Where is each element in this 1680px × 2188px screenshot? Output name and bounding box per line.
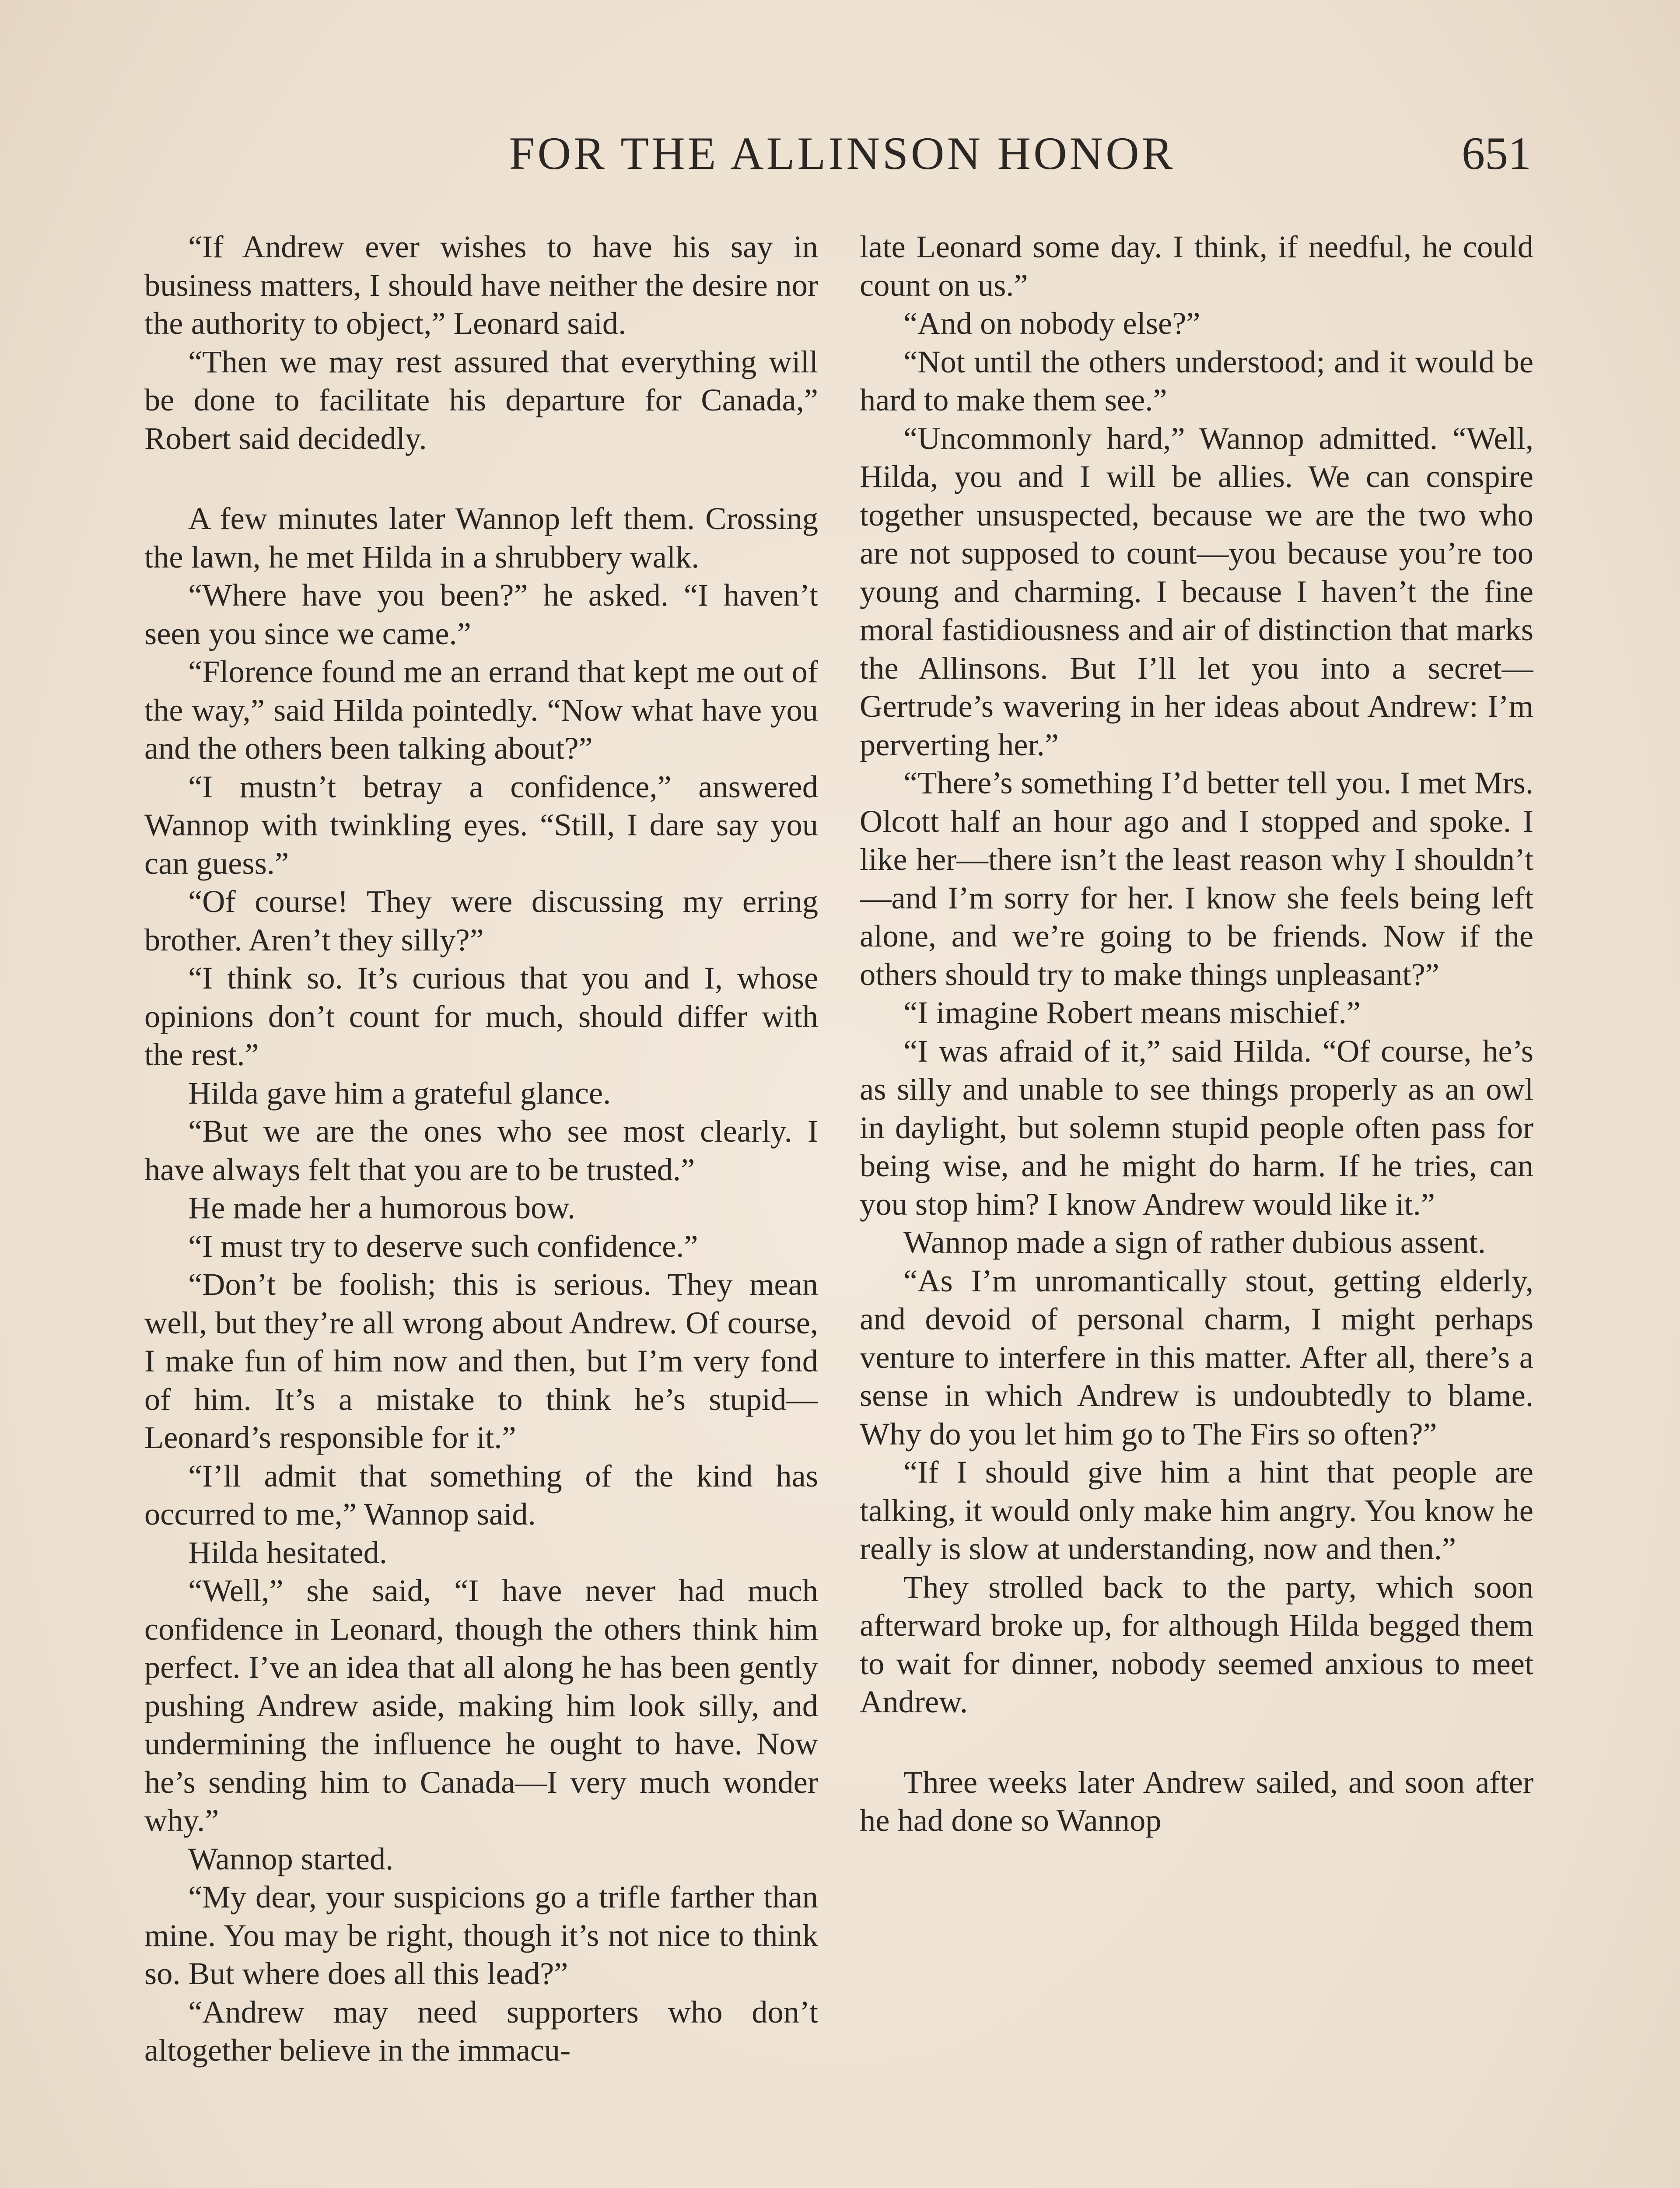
paragraph: “Don’t be foolish; this is serious. They mean well, but they’re all wrong about Andrew. Of course, I make fun of him now and then, but I’m very fond of him. It’s a mistake to think he’s stupid—Leonard’s responsible for it.” (144, 1266, 818, 1455)
page-header (144, 127, 1540, 188)
paragraph: He made her a humorous bow. (188, 1190, 576, 1225)
paragraph: “Andrew may need supporters who don’t altogether believe in the immacu- (144, 1994, 818, 2068)
paragraph: A few minutes later Wannop left them. Crossing the lawn, he met Hilda in a shrubbery walk. (144, 501, 818, 575)
paragraph: Hilda hesitated. (188, 1534, 388, 1570)
paragraph: “I think so. It’s curious that you and I, whose opinions don’t count for much, should differ with the rest.” (144, 960, 818, 1072)
running-title: FOR THE ALLINSON HONOR (509, 128, 1176, 179)
paragraph: “But we are the ones who see most clearly. I have always felt that you are to be trusted.” (144, 1113, 818, 1187)
right-column (860, 228, 1533, 2188)
paragraph: Hilda gave him a grateful glance. (188, 1075, 611, 1111)
paragraph: “Well,” she said, “I have never had much confidence in Leonard, though the others think him perfect. I’ve an idea that all along he has been gently pushing Andrew aside, making him look silly, and undermining the influence he ought to have. Now he’s sending him to Canada—I very much wonder why.” (144, 1573, 818, 1838)
paragraph: “I’ll admit that something of the kind has occurred to me,” Wannop said. (144, 1458, 818, 1532)
page-number: 651 (1462, 128, 1531, 179)
paragraph: “Where have you been?” he asked. “I haven’t seen you since we came.” (144, 577, 818, 651)
paragraph: “Florence found me an errand that kept me out of the way,” said Hilda pointedly. “Now what have you and the others been talking about?” (144, 654, 818, 766)
paragraph: “There’s something I’d better tell you. I met Mrs. Olcott half an hour ago and I stopped and spoke. I like her—there isn’t the least reason why I shouldn’t—and I’m sorry for her. I know she feels being left alone, and we’re going to be friends. Now if the others should try to make things unpleasant?” (860, 765, 1533, 992)
paragraph: “Then we may rest assured that everything will be done to facilitate his departure for Canada,” Robert said decidedly. (144, 344, 818, 456)
paragraph: Three weeks later Andrew sailed, and soon after he had done so Wannop (860, 1764, 1533, 1838)
paragraph: “And on nobody else?” (903, 305, 1200, 341)
paragraph: “If I should give him a hint that people are talking, it would only make him angry. You know he really is slow at understanding, now and then.” (860, 1454, 1533, 1566)
paragraph: Wannop started. (188, 1841, 394, 1876)
paragraph-continued: late Leonard some day. I think, if needful, he could count on us.” (860, 229, 1533, 303)
paragraph: “I must try to deserve such confidence.” (188, 1228, 698, 1264)
paragraph: “I was afraid of it,” said Hilda. “Of course, he’s as silly and unable to see things properly as an owl in daylight, but solemn stupid people often pass for being wise, and he might do harm. If he tries, can you stop him? I know Andrew would like it.” (860, 1033, 1533, 1222)
paragraph: “I imagine Robert means mischief.” (903, 995, 1361, 1030)
left-column (144, 228, 818, 2188)
paragraph: “If Andrew ever wishes to have his say in business matters, I should have neither the desire nor the authority to object,” Leonard said. (144, 229, 818, 341)
paragraph: “As I’m unromantically stout, getting elderly, and devoid of personal charm, I might perhaps venture to interfere in this matter. After all, there’s a sense in which Andrew is undoubtedly to blame. Why do you let him go to The Firs so often?” (860, 1262, 1533, 1452)
paragraph: Wannop made a sign of rather dubious assent. (903, 1224, 1486, 1260)
paragraph: “I mustn’t betray a confidence,” answered Wannop with twinkling eyes. “Still, I dare say you can guess.” (144, 768, 818, 881)
paragraph: “Not until the others understood; and it would be hard to make them see.” (860, 344, 1533, 417)
paragraph: “My dear, your suspicions go a trifle farther than mine. You may be right, though it’s not nice to think so. But where does all this lead?” (144, 1879, 818, 1991)
paragraph: “Of course! They were discussing my erring brother. Aren’t they silly?” (144, 884, 818, 957)
paragraph: They strolled back to the party, which soon afterward broke up, for although Hilda begged them to wait for dinner, nobody seemed anxious to meet Andrew. (860, 1569, 1533, 1719)
paragraph: “Uncommonly hard,” Wannop admitted. “Well, Hilda, you and I will be allies. We can conspire together unsuspected, because we are the two who are not supposed to count—you because you’re too young and charming. I because I haven’t the fine moral fastidiousness and air of distinction that marks the Allinsons. But I’ll let you into a secret—Gertrude’s wavering in her ideas about Andrew: I’m perverting her.” (860, 420, 1533, 762)
